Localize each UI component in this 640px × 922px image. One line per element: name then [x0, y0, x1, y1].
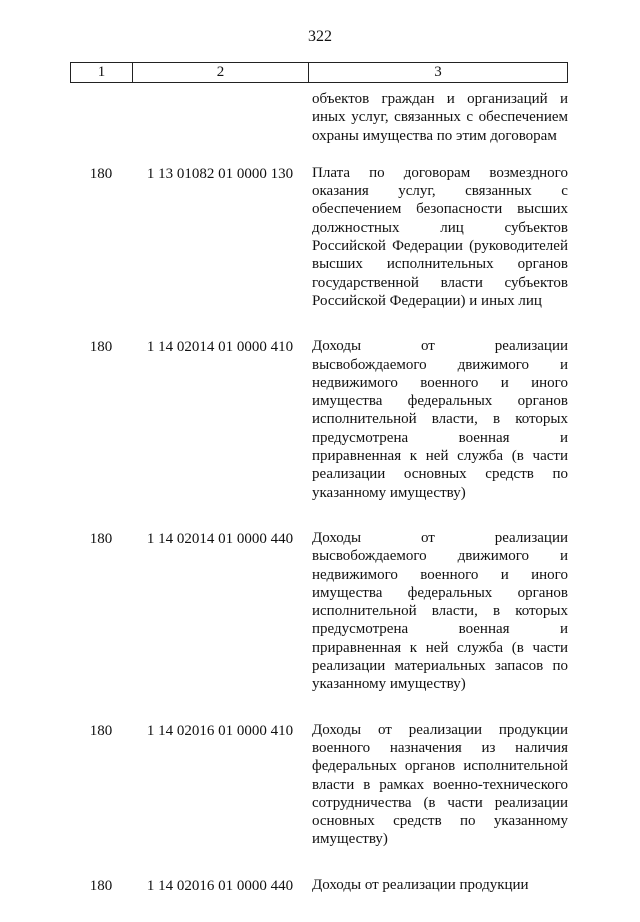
description-line: Российской Федерации) и иных лиц	[312, 292, 542, 309]
description-cell	[312, 721, 568, 849]
description-line: Доходы от реализации	[312, 529, 568, 546]
description-line: власти в рамках военно-технического	[312, 776, 568, 793]
header-col-2: 2	[133, 63, 309, 82]
description-line: основных средств по указанному	[312, 813, 568, 830]
description-cell	[312, 337, 568, 502]
description-line: охраны имущества по этим договорам	[312, 127, 557, 144]
revenue-code-cell: 1 14 02016 01 0000 440	[146, 877, 294, 894]
table-row	[70, 529, 568, 694]
description-line: указанному имуществу)	[312, 484, 466, 501]
header-col-3: 3	[434, 64, 442, 80]
revenue-code-cell: 1 14 02014 01 0000 410	[146, 339, 294, 356]
table-header	[70, 62, 568, 83]
table-row	[70, 164, 568, 310]
description-line: высвобождаемого движимого и	[312, 356, 568, 373]
revenue-code-cell: 1 14 02014 01 0000 440	[146, 530, 294, 547]
description-line: оказания услуг, связанных с	[312, 183, 568, 200]
admin-code-cell: 180	[89, 877, 113, 894]
header-col-1: 1	[71, 63, 133, 82]
description-line: обеспечением безопасности высших	[312, 201, 568, 218]
description-line: приравненная к ней служба (в части	[312, 448, 568, 465]
admin-code-cell	[70, 90, 132, 145]
description-line: федеральных органов исполнительной	[312, 758, 568, 775]
description-cell	[312, 164, 568, 310]
description-line: реализации материальных запасов по	[312, 658, 568, 675]
description-line: военного назначения из наличия	[312, 739, 568, 756]
description-line: имущества федеральных органов	[312, 393, 568, 410]
revenue-code-cell: 1 14 02016 01 0000 410	[146, 722, 294, 739]
description-line: государственной власти субъектов	[312, 274, 568, 291]
admin-code-cell: 180	[89, 722, 113, 739]
description-line: Доходы от реализации продукции	[312, 876, 529, 893]
description-line: высших исполнительных органов	[312, 256, 568, 273]
description-line: указанному имуществу)	[312, 676, 466, 693]
description-line: приравненная к ней служба (в части	[312, 639, 568, 656]
page-number: 322	[308, 28, 332, 45]
description-line: Плата по договорам возмездного	[312, 164, 568, 181]
table-row	[70, 721, 568, 849]
description-line: исполнительной власти, в которых	[312, 603, 568, 620]
description-line: исполнительной власти, в которых	[312, 411, 568, 428]
description-cell	[312, 90, 568, 145]
table-row	[70, 337, 568, 502]
description-line: имущества федеральных органов	[312, 584, 568, 601]
description-line: предусмотрена военная и	[312, 621, 568, 638]
table-row	[70, 876, 568, 895]
description-line: недвижимого военного и иного	[312, 566, 568, 583]
description-line: Доходы от реализации	[312, 338, 568, 355]
description-cell	[312, 529, 568, 694]
admin-code-cell: 180	[89, 339, 113, 356]
admin-code-cell: 180	[89, 165, 113, 182]
description-line: сотрудничества (в части реализации	[312, 794, 568, 811]
description-line: недвижимого военного и иного	[312, 374, 568, 391]
description-line: должностных лиц субъектов	[312, 219, 568, 236]
description-line: имуществу)	[312, 831, 388, 848]
description-line: реализации основных средств по	[312, 466, 568, 483]
description-line: иных услуг, связанных с обеспечением	[312, 109, 568, 126]
table-body	[70, 90, 568, 922]
admin-code-cell: 180	[89, 530, 113, 547]
description-cell	[312, 876, 568, 895]
description-line: предусмотрена военная и	[312, 429, 568, 446]
revenue-code-cell: 1 13 01082 01 0000 130	[146, 165, 294, 182]
description-line: Доходы от реализации продукции	[312, 721, 568, 738]
description-line: объектов граждан и организаций и	[312, 91, 568, 107]
description-line: Российской Федерации (руководителей	[312, 238, 568, 255]
description-line: высвобождаемого движимого и	[312, 548, 568, 565]
revenue-code-cell	[132, 90, 308, 145]
table-row	[70, 90, 568, 145]
